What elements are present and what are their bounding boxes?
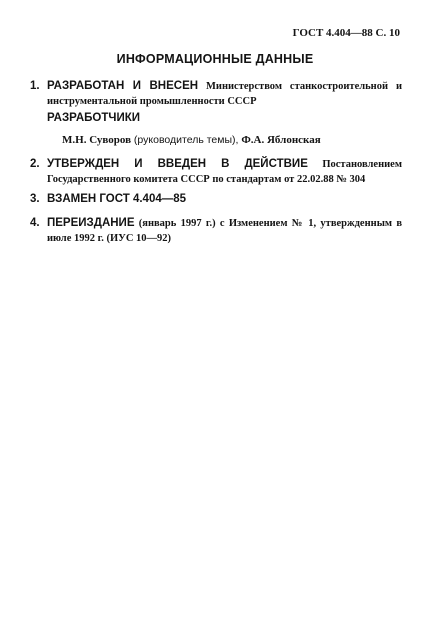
item-number: 3. bbox=[30, 193, 40, 205]
developers-list bbox=[62, 134, 321, 146]
developer-name-2: Ф.А. Яблонская bbox=[241, 134, 321, 146]
item-text: Постановлением Государственного комитета СССР по стандартам от 22.02.88 № 304 bbox=[47, 159, 402, 185]
developer-role-1: (руководитель темы), bbox=[131, 134, 242, 146]
item-lead: ПЕРЕИЗДАНИЕ bbox=[47, 217, 135, 229]
info-item-2 bbox=[30, 157, 402, 187]
item-body bbox=[47, 216, 402, 246]
info-item-4 bbox=[30, 216, 402, 246]
page-header-reference: ГОСТ 4.404—88 С. 10 bbox=[292, 27, 400, 39]
item-text: (январь 1997 г.) с Изменением № 1, утвержденным в июле 1992 г. (ИУС 10—92) bbox=[47, 218, 402, 244]
info-item-3 bbox=[30, 192, 402, 207]
item-text: Министерством станкостроительной и инструментальной промышленности СССР bbox=[47, 81, 402, 107]
item-body bbox=[47, 192, 402, 207]
item-lead: ВЗАМЕН ГОСТ 4.404—85 bbox=[47, 193, 187, 205]
item-number: 1. bbox=[30, 80, 40, 92]
developers-heading: РАЗРАБОТЧИКИ bbox=[47, 112, 140, 124]
item-body bbox=[47, 157, 402, 187]
item-number: 4. bbox=[30, 217, 40, 229]
item-lead: РАЗРАБОТАН И ВНЕСЕН bbox=[47, 80, 199, 92]
developer-name-1: М.Н. Суворов bbox=[62, 134, 132, 146]
item-body bbox=[47, 79, 402, 109]
item-number: 2. bbox=[30, 158, 40, 170]
item-lead: УТВЕРЖДЕН И ВВЕДЕН В ДЕЙСТВИЕ bbox=[47, 158, 308, 170]
info-item-1 bbox=[30, 79, 402, 109]
page-title: ИНФОРМАЦИОННЫЕ ДАННЫЕ bbox=[116, 52, 314, 66]
